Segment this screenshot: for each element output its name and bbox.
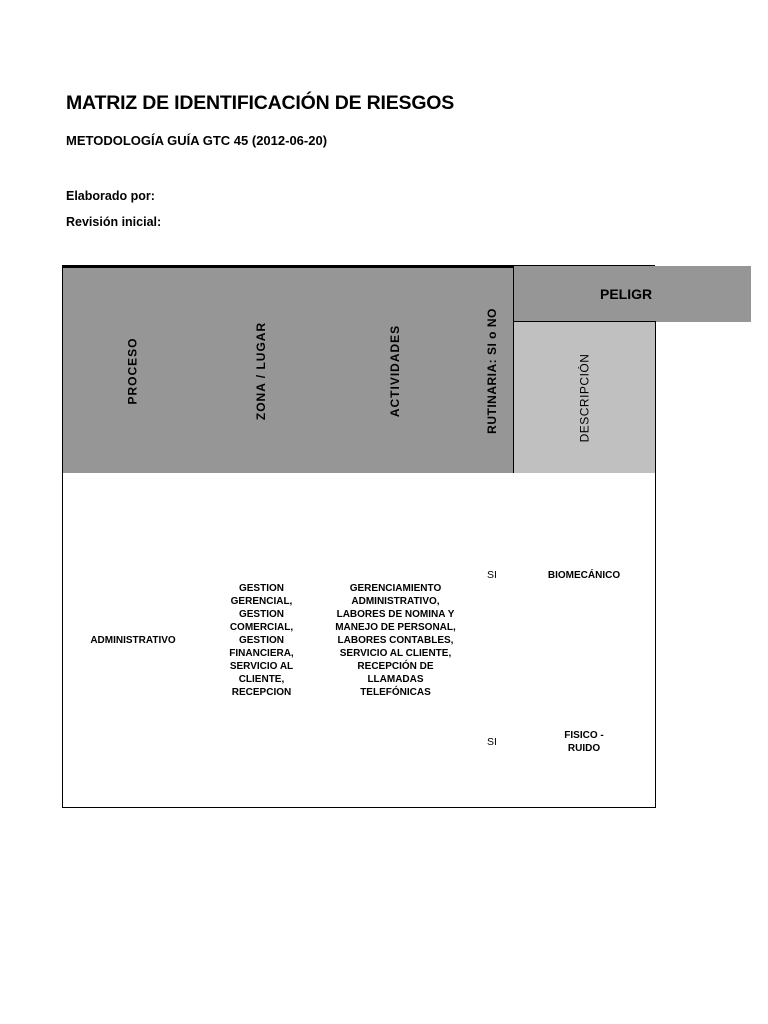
elaborado-por-label: Elaborado por: xyxy=(66,189,155,203)
cell-rutinaria-1 xyxy=(471,473,514,678)
cell-descripcion-2 xyxy=(513,677,656,808)
cell-proceso xyxy=(62,473,204,808)
header-peligro-group xyxy=(513,266,751,322)
cell-actividades xyxy=(320,473,472,808)
descripcion-value-2: FISICO - RUIDO xyxy=(564,730,604,754)
header-proceso xyxy=(62,268,204,474)
header-rutinaria-label: RUTINARIA: SI o NO xyxy=(485,307,500,434)
header-zona-lugar-label: ZONA / LUGAR xyxy=(254,321,269,420)
rutinaria-value-2: SI xyxy=(487,736,497,748)
methodology-subtitle: METODOLOGÍA GUÍA GTC 45 (2012-06-20) xyxy=(66,133,328,148)
proceso-value: ADMINISTRATIVO xyxy=(90,634,176,646)
header-descripcion xyxy=(513,321,656,474)
actividades-value: GERENCIAMIENTO ADMINISTRATIVO, LABORES DE NOMINA Y MANEJO DE PERSONAL, LABORES CONTABLES, SERVICIO AL CLIENTE, RECEPCIÓN DE LLAMADAS TELEFÓNICAS xyxy=(335,582,456,698)
rutinaria-value-1: SI xyxy=(487,569,497,581)
descripcion-value-1: BIOMECÁNICO xyxy=(547,569,621,581)
revision-inicial-label: Revisión inicial: xyxy=(66,215,162,229)
header-descripcion-label: DESCRIPCIÓN xyxy=(577,353,592,442)
header-zona-lugar xyxy=(203,268,321,474)
header-peligro-label: PELIGR xyxy=(600,286,653,302)
header-rutinaria xyxy=(471,268,514,474)
cell-zona-lugar xyxy=(203,473,321,808)
zona-lugar-value: GESTION GERENCIAL, GESTION COMERCIAL, GESTION FINANCIERA, SERVICIO AL CLIENTE, RECEPCION xyxy=(229,582,294,698)
cell-descripcion-1 xyxy=(513,473,656,678)
cell-rutinaria-2 xyxy=(471,677,514,808)
header-proceso-label: PROCESO xyxy=(125,336,140,405)
header-actividades xyxy=(320,268,472,474)
page-title: MATRIZ DE IDENTIFICACIÓN DE RIESGOS xyxy=(66,92,455,114)
header-actividades-label: ACTIVIDADES xyxy=(388,324,403,417)
